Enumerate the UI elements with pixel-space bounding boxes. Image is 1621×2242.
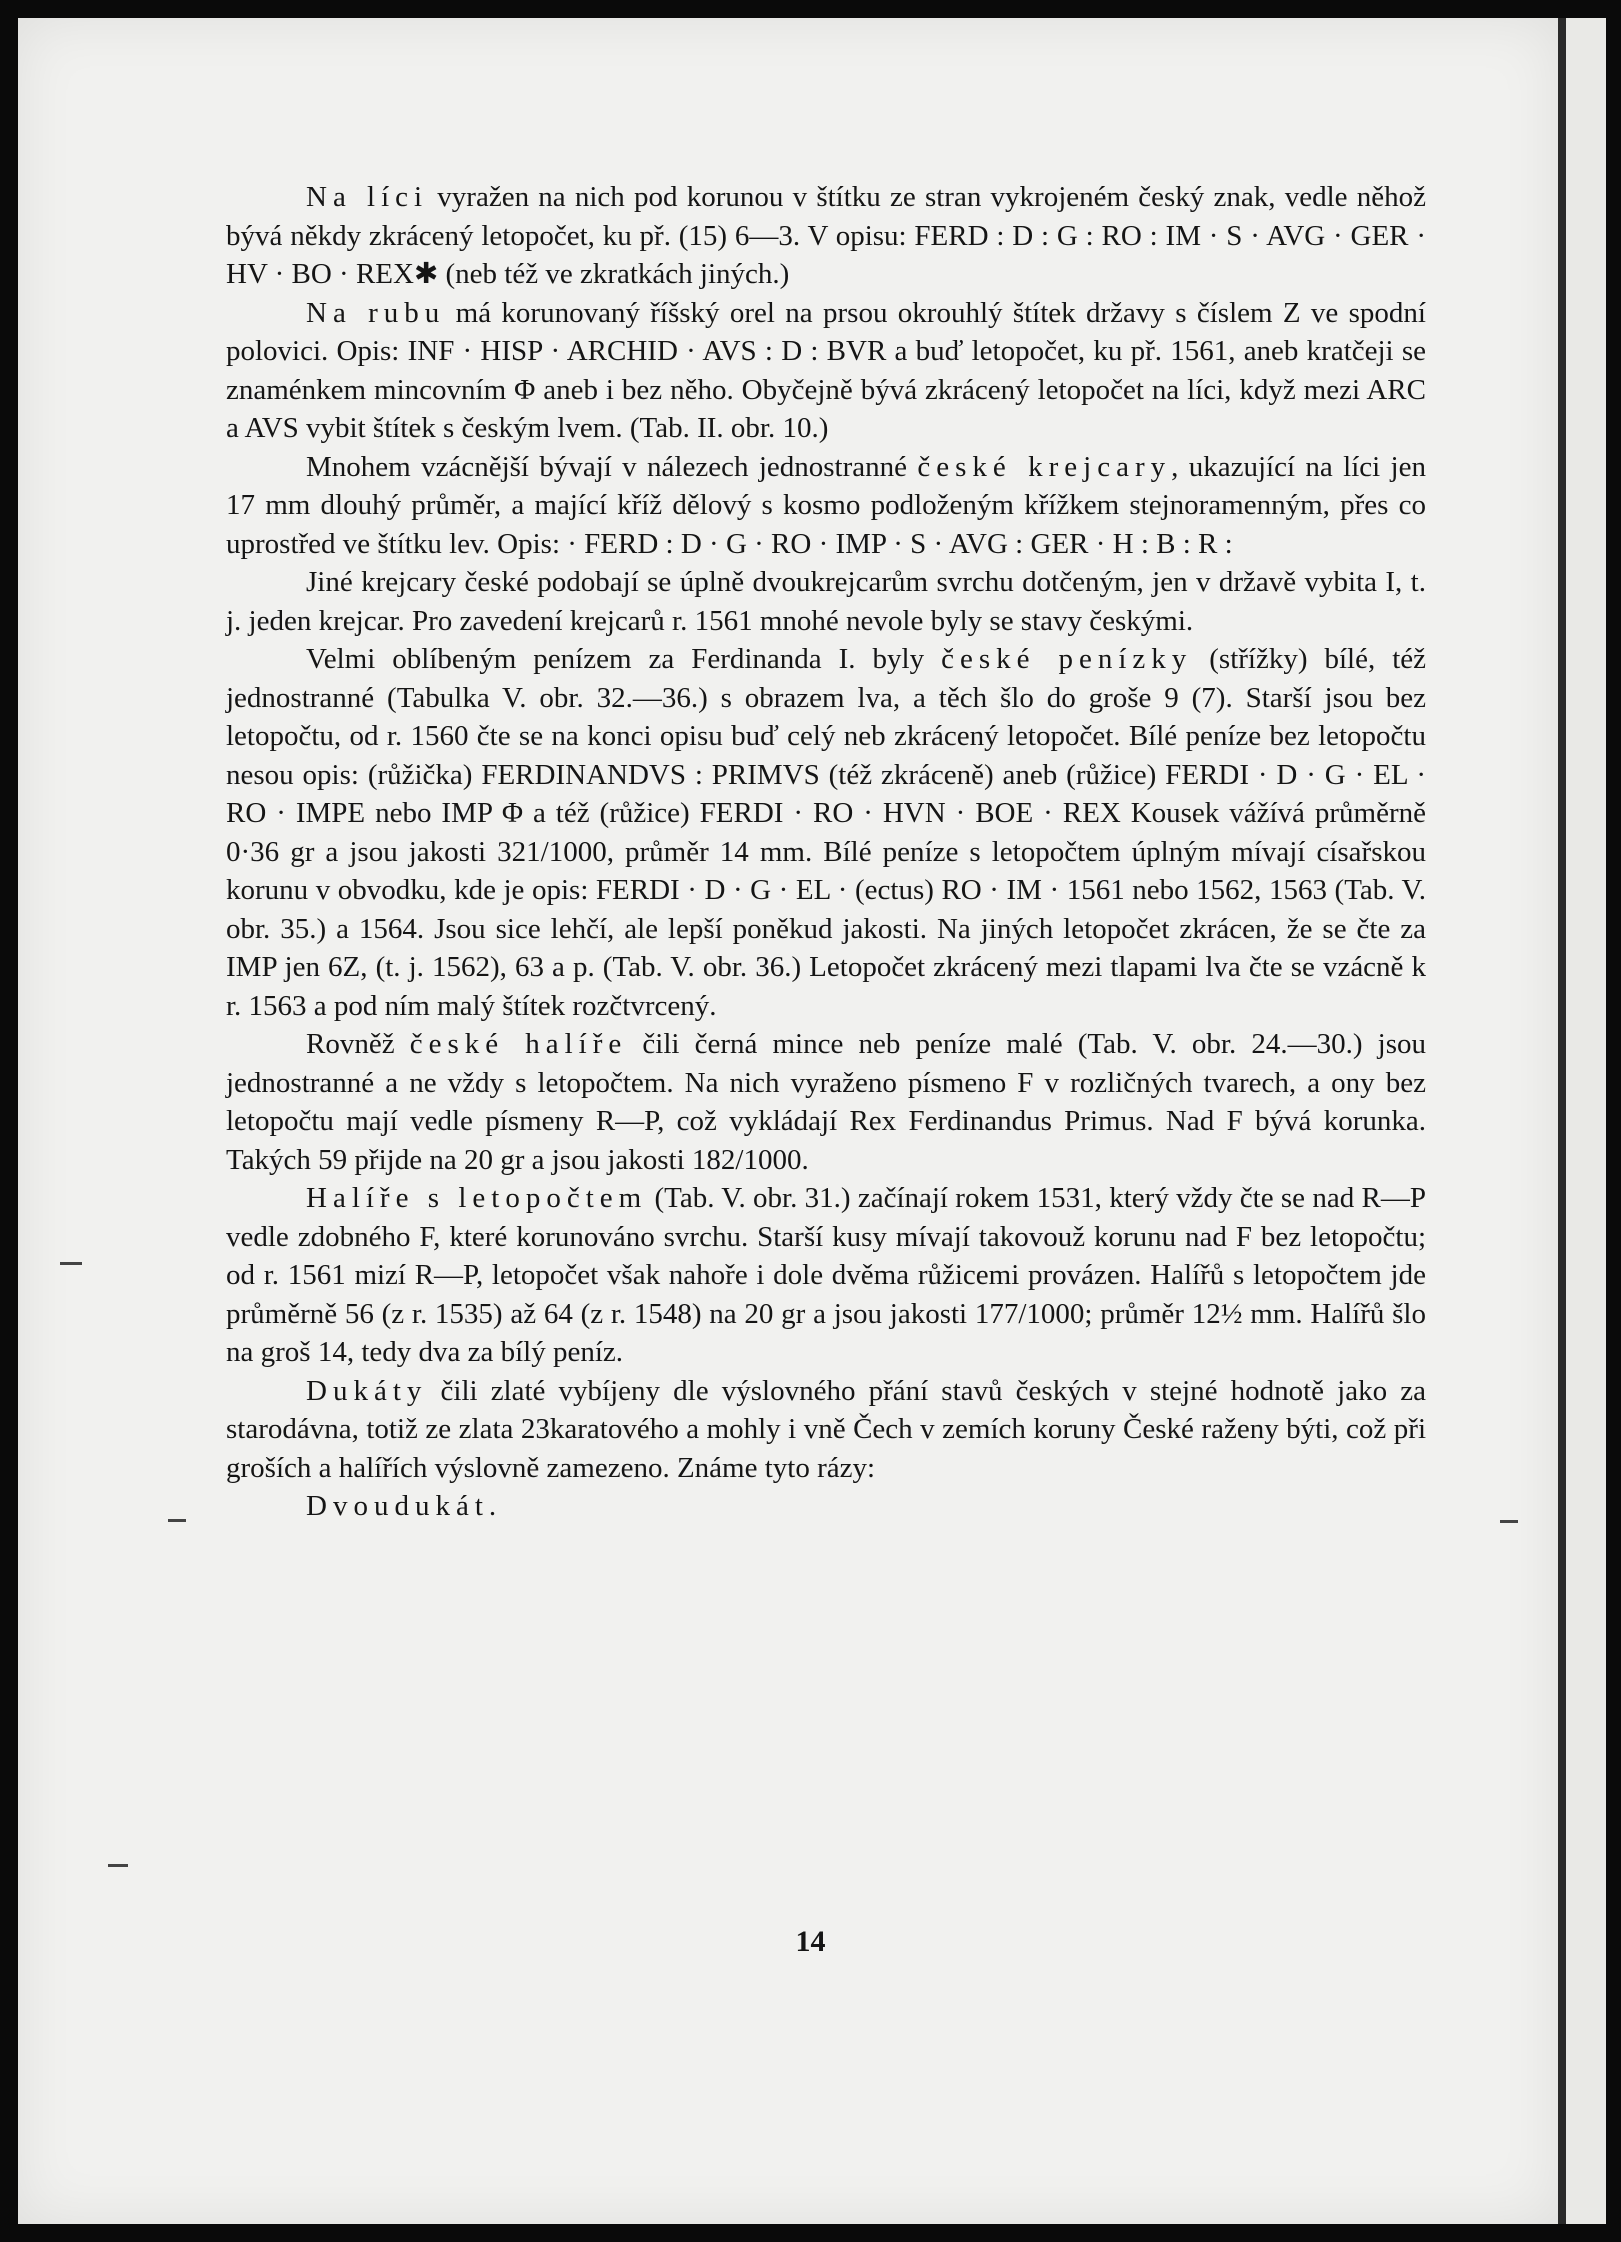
margin-mark — [60, 1262, 82, 1265]
body-text — [226, 178, 1426, 1526]
spaced-term: Dukáty — [306, 1374, 428, 1407]
paragraph-5 — [226, 640, 1426, 1025]
spaced-term: Halíře s letopočtem — [306, 1182, 648, 1214]
paragraph-1 — [226, 178, 1426, 294]
paragraph-text: (Tab. V. obr. 31.) začínají rokem 1531, který vždy čte se nad R—P vedle zdobného F, které korunováno svrchu. Starší kusy mívají takovouž korunu nad F bez letopočtu; od r. 1561 mizí R—P, letopočet však nahoře i dole dvěma růžicemi provázen. Halířů s letopočtem jde průměrně 56 (z r. 1535) až 64 (z r. 1548) na 20 gr a jsou jakosti 177/1000; průměr 12½ mm. Halířů šlo na groš 14, tedy dva za bílý peníz. — [226, 1182, 1426, 1368]
section-heading — [226, 1487, 1426, 1526]
margin-mark — [168, 1519, 186, 1522]
paragraph-lead: Mnohem vzácnější bývají v nálezech jednostranné — [306, 450, 918, 483]
spaced-term: Na líci — [306, 181, 429, 213]
spaced-term: Na rubu — [306, 296, 446, 329]
paragraph-3 — [226, 448, 1426, 564]
paragraph-text: (střížky) bílé, též jednostranné (Tabulka V. obr. 32.—36.) s obrazem lva, a těch šlo do groše 9 (7). Starší jsou bez letopočtu, od r. 1560 čte se na konci opisu buď celý neb zkrácený letopočet. Bílé peníze bez letopočtu nesou opis: (růžička) FERDINANDVS : PRIMVS (též zkráceně) aneb (růžice) FERDI · D · G · EL · RO · IMPE nebo IMP Φ a též (růžice) FERDI · RO · HVN · BOE · REX Kousek vážívá průměrně 0·36 gr a jsou jakosti 321/1000, průměr 14 mm. Bílé peníze s letopočtem úplným mívají císařskou korunu v obvodku, kde je opis: FERDI · D · G · EL · (ectus) RO · IM · 1561 nebo 1562, 1563 (Tab. V. obr. 35.) a 1564. Jsou sice lehčí, ale lepší poněkud jakosti. Na jiných letopočet zkrácen, že se čte za IMP jen 6Z, (t. j. 1562), 63 a p. (Tab. V. obr. 36.) Letopočet zkrácený mezi tlapami lva čte se vzácně k r. 1563 a pod ním malý štítek rozčtvrcený. — [226, 643, 1427, 1022]
page-number: 14 — [795, 1925, 826, 1958]
paragraph-text: čili černá mince neb peníze malé (Tab. V. obr. 24.—30.) jsou jednostranné a ne vždy s letopočtem. Na nich vyraženo písmeno F v rozličných tvarech, a ony bez letopočtu mají vedle písmeny R—P, což vykládají Rex Ferdinandus Primus. Nad F bývá korunka. Takých 59 přijde na 20 gr a jsou jakosti 182/1000. — [226, 1028, 1426, 1176]
paragraph-6 — [226, 1025, 1426, 1179]
paragraph-lead: Rovněž — [306, 1028, 410, 1060]
paragraph-4 — [226, 563, 1426, 640]
paragraph-text: Jiné krejcary české podobají se úplně dvoukrejcarům svrchu dotčeným, jen v državě vybita I, t. j. jeden krejcar. Pro zavedení krejcarů r. 1561 mnohé nevole byly se stavy českými. — [226, 566, 1426, 637]
paragraph-text: má korunovaný říšský orel na prsou okrouhlý štítek državy s číslem Z ve spodní polovici. Opis: INF · HISP · ARCHID · AVS : D : BVR a buď letopočet, ku př. 1561, aneb kratčeji se znaménkem mincovním Φ aneb i bez něho. Obyčejně bývá zkrácený letopočet na líci, když mezi ARC a AVS vybit štítek s českým lvem. (Tab. II. obr. 10.) — [226, 296, 1426, 444]
spaced-term: české krejcary — [917, 450, 1172, 483]
spaced-term: české halíře — [409, 1028, 628, 1060]
margin-mark — [108, 1864, 128, 1867]
adjacent-page-edge — [1566, 18, 1606, 2224]
paragraph-text: vyražen na nich pod korunou v štítku ze stran vykrojeném český znak, vedle něhož bývá někdy zkrácený letopočet, ku př. (15) 6—3. V opisu: FERD : D : G : RO : IM · S · AVG · GER · HV · BO · REX✱ (neb též ve zkratkách jiných.) — [226, 181, 1426, 290]
paragraph-7 — [226, 1179, 1426, 1372]
paragraph-text: , ukazující na líci jen 17 mm dlouhý průměr, a mající kříž dělový s kosmo podloženým křížkem stejnoramenným, přes co uprostřed ve štítku lev. Opis: · FERD : D · G · RO · IMP · S · AVG : GER · H : B : R : — [226, 450, 1426, 560]
margin-mark — [1500, 1520, 1518, 1523]
paragraph-8 — [226, 1372, 1426, 1488]
paragraph-2 — [226, 294, 1426, 448]
binding-gutter — [1558, 18, 1566, 2224]
spaced-term: české penízky — [941, 643, 1193, 675]
heading-text: Dvoudukát. — [306, 1490, 503, 1522]
paragraph-text: čili zlaté vybíjeny dle výslovného přání stavů českých v stejné hodnotě jako za starodávna, totiž ze zlata 23karatového a mohly i vně Čech v zemích koruny České raženy býti, což při groších a halířích výslovně zamezeno. Známe tyto rázy: — [226, 1374, 1426, 1484]
paragraph-lead: Velmi oblíbeným penízem za Ferdinanda I. byly — [306, 643, 942, 675]
